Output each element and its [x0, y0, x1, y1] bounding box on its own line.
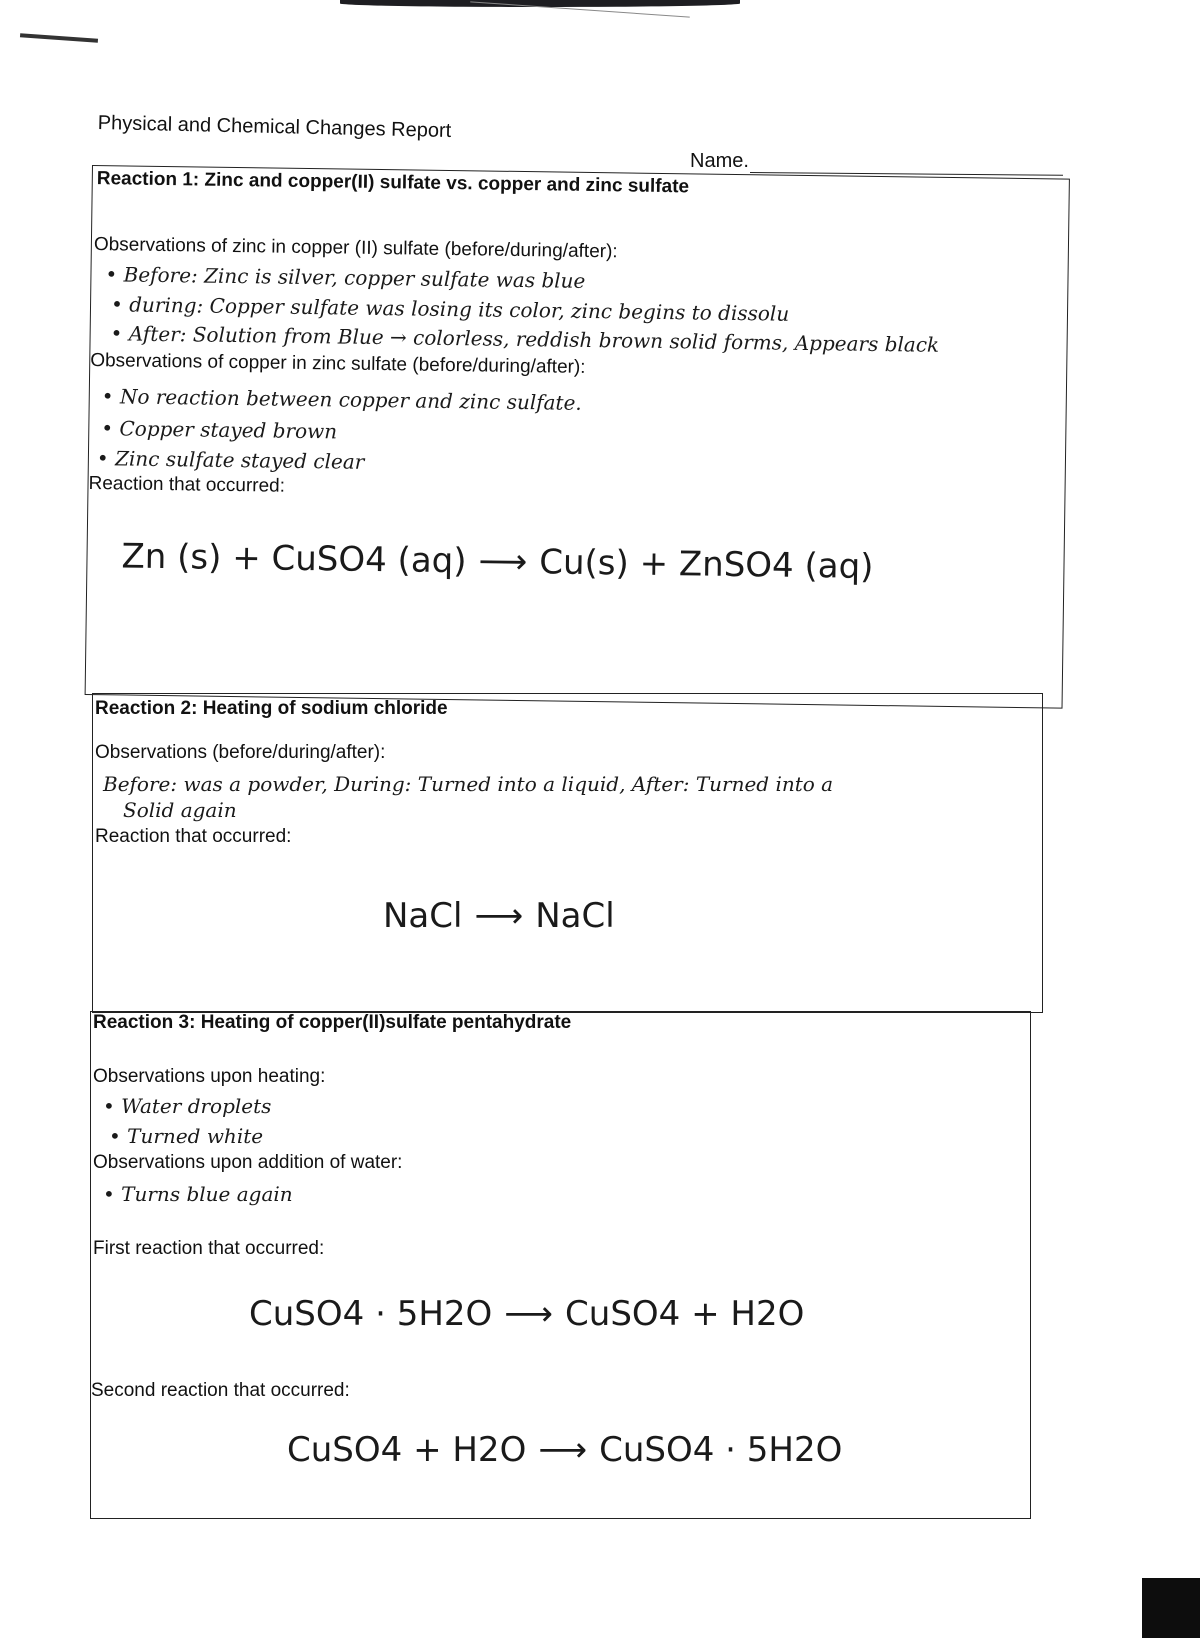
reaction-2-occurred-label: Reaction that occurred: [95, 826, 292, 847]
water-observation-note: • Turns blue again [103, 1182, 293, 1206]
water-observations-label: Observations upon addition of water: [93, 1152, 403, 1173]
heating-observations-label: Observations upon heating: [93, 1066, 326, 1087]
copper-observation-note: • No reaction between copper and zinc sulfate. [101, 384, 582, 415]
equation-reactants: NaCl [383, 896, 463, 936]
name-label: Name. [690, 150, 749, 172]
equation-reactants: CuSO4 · 5H2O [249, 1294, 493, 1334]
equation-reactants: Zn (s) + CuSO4 (aq) [121, 536, 467, 582]
copper-observation-note: • Zinc sulfate stayed clear [96, 446, 365, 474]
reaction-3-box [90, 1011, 1031, 1519]
reaction-1-heading: Reaction 1: Zinc and copper(II) sulfate vs. copper and zinc sulfate [96, 168, 690, 198]
second-reaction-equation [287, 1430, 842, 1470]
reaction-1-equation [121, 536, 873, 586]
zinc-observations-label: Observations of zinc in copper (II) sulfate (before/during/after): [93, 234, 618, 263]
reaction-2-observations-label: Observations (before/during/after): [95, 742, 386, 763]
zinc-observation-note: • After: Solution from Blue → colorless, reddish brown solid forms, Appears black [110, 321, 940, 357]
equation-reactants: CuSO4 + H2O [287, 1430, 527, 1470]
reaction-arrow: ⟶ [474, 896, 524, 936]
second-reaction-label: Second reaction that occurred: [91, 1380, 350, 1401]
reaction-arrow: ⟶ [538, 1430, 588, 1470]
equation-products: Cu(s) + ZnSO4 (aq) [538, 542, 874, 587]
reaction-2-observation-note: Before: was a powder, During: Turned into a liquid, After: Turned into a [103, 772, 834, 796]
equation-products: CuSO4 · 5H2O [599, 1430, 843, 1470]
reaction-1-occurred-label: Reaction that occurred: [88, 472, 286, 497]
reaction-3-heading: Reaction 3: Heating of copper(II)sulfate pentahydrate [93, 1012, 572, 1033]
heating-observation-note: • Water droplets [103, 1094, 272, 1118]
document-title: Physical and Chemical Changes Report [97, 112, 452, 143]
reaction-2-observation-note: Solid again [123, 798, 237, 822]
equation-products: NaCl [535, 896, 615, 936]
first-reaction-equation [249, 1294, 804, 1334]
copper-observation-note: • Copper stayed brown [101, 416, 338, 444]
scan-mark-left [20, 33, 98, 42]
scan-corner-shadow [1142, 1578, 1200, 1638]
reaction-arrow: ⟶ [504, 1294, 554, 1334]
reaction-1-box [85, 165, 1070, 709]
zinc-observation-note: • Before: Zinc is silver, copper sulfate was blue [105, 262, 586, 293]
zinc-observation-note: • during: Copper sulfate was losing its color, zinc begins to dissolu [110, 292, 790, 326]
equation-products: CuSO4 + H2O [565, 1294, 805, 1334]
reaction-2-box [92, 693, 1043, 1013]
reaction-arrow: ⟶ [478, 541, 528, 583]
reaction-2-equation [383, 896, 615, 936]
reaction-2-heading: Reaction 2: Heating of sodium chloride [95, 698, 448, 719]
first-reaction-label: First reaction that occurred: [93, 1238, 325, 1259]
heating-observation-note: • Turned white [109, 1124, 264, 1148]
copper-observations-label: Observations of copper in zinc sulfate (before/during/after): [90, 349, 586, 378]
